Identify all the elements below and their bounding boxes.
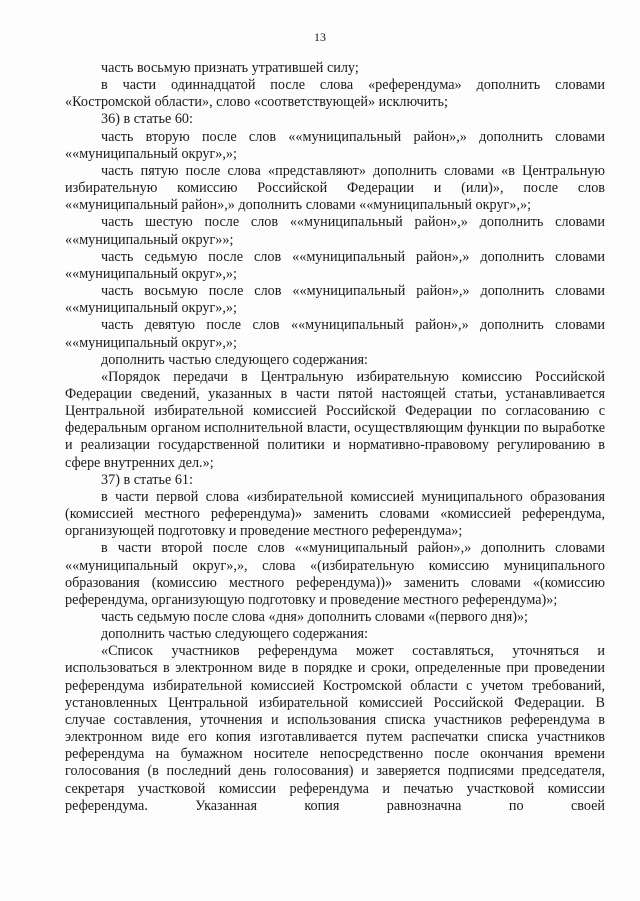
paragraph-11: «Порядок передачи в Центральную избирательную комиссию Российской Федерации сведений, указанных в части пятой настоящей статьи, устанавливается Центральной избирательной комиссией Российской Федерации по согласованию с федеральным органом исполнительной власти, осуществляющим функции по выработке и реализации государственной политики и нормативно-правовому регулированию в сфере внутренних дел.»; bbox=[65, 368, 605, 471]
paragraph-10: дополнить частью следующего содержания: bbox=[101, 351, 368, 368]
paragraph-2: в части одиннадцатой после слова «референдума» дополнить словами «Костромской области», слово «соответствующей» исключить; bbox=[65, 77, 605, 111]
paragraph-16: дополнить частью следующего содержания: bbox=[101, 626, 368, 643]
document-body bbox=[65, 60, 605, 815]
paragraph-4: часть вторую после слов ««муниципальный район»,» дополнить словами ««муниципальный округ»,»; bbox=[65, 128, 605, 162]
paragraph-12: 37) в статье 61: bbox=[101, 471, 193, 488]
paragraph-14: в части второй после слов ««муниципальный район»,» дополнить словами ««муниципальный округ»,», слова «(избирательную комиссию муниципального образования (комиссию местного референдума))» заменить словами «(комиссию референдума, организующую подготовку и проведение местного референдума)»; bbox=[65, 540, 605, 608]
paragraph-8: часть восьмую после слов ««муниципальный район»,» дополнить словами ««муниципальный округ»,»; bbox=[65, 283, 605, 317]
paragraph-17: «Список участников референдума может составляться, уточняться и использоваться в электронном виде в порядке и сроки, определенные при проведении референдума избирательной комиссией Костромской области с учетом требований, установленных Центральной избирательной комиссией Российской Федерации. В случае составления, уточнения и использования списка участников референдума в электронном виде его копия изготавливается путем распечатки списка участников референдума на бумажном носителе непосредственно после окончания времени голосования (в последний день голосования) и заверяется подписями председателя, секретаря участковой комиссии референдума и печатью участковой комиссии референдума. Указанная копия равнозначна по своей bbox=[65, 643, 605, 814]
paragraph-3: 36) в статье 60: bbox=[101, 111, 193, 128]
paragraph-6: часть шестую после слов ««муниципальный район»,» дополнить словами ««муниципальный округ»»; bbox=[65, 214, 605, 248]
page-number: 13 bbox=[314, 30, 326, 44]
paragraph-13: в части первой слова «избирательной комиссией муниципального образования (комиссией местного референдума)» заменить словами «комиссией референдума, организующей подготовку и проведение местного референдума»; bbox=[65, 488, 605, 540]
paragraph-1: часть восьмую признать утратившей силу; bbox=[101, 60, 359, 76]
paragraph-15: часть седьмую после слова «дня» дополнить словами «(первого дня)»; bbox=[101, 609, 528, 625]
paragraph-9: часть девятую после слов ««муниципальный район»,» дополнить словами ««муниципальный округ»,»; bbox=[65, 317, 605, 351]
paragraph-5: часть пятую после слова «представляют» дополнить словами «в Центральную избирательную комиссию Российской Федерации и (или)», после слов ««муниципальный район»,» дополнить словами ««муниципальный округ»,»; bbox=[65, 162, 605, 214]
paragraph-7: часть седьмую после слов ««муниципальный район»,» дополнить словами ««муниципальный округ»,»; bbox=[65, 248, 605, 282]
